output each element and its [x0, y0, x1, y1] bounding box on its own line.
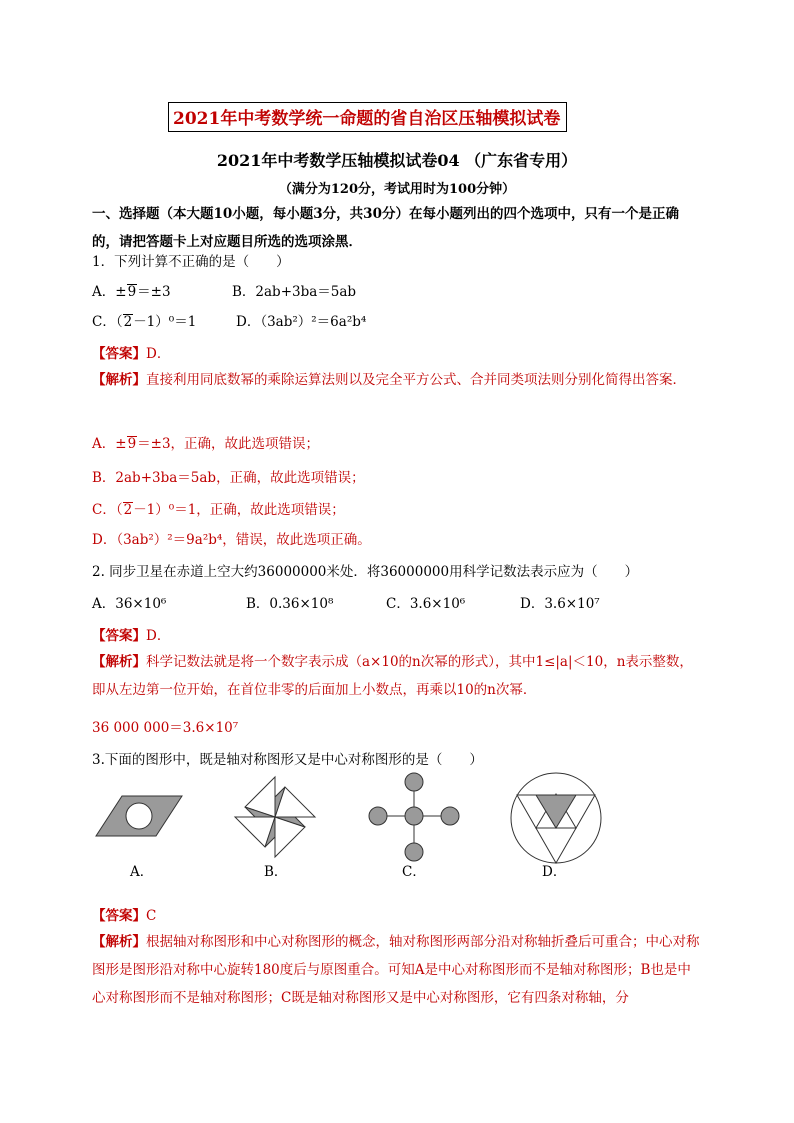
- q3-analysis: 【解析】根据轴对称图形和中心对称图形的概念，轴对称图形两部分沿对称轴折叠后可重合；中心对称图形是图形沿对称中心旋转180度后与原图重合。可知A是中心对称图形而不是轴对称图形；B也是中心对称图形而不是轴对称图形；C既是轴对称图形又是中心对称图形，它有四条对称轴，分: [92, 934, 700, 1006]
- question-1-stem: 1．下列计算不正确的是（ ）: [92, 254, 290, 270]
- figure-a-caption: A．: [130, 864, 154, 880]
- q2-answer: 【答案】D．: [92, 628, 171, 644]
- q2-option-a: A．36×10⁶: [92, 596, 167, 612]
- q2-option-c: C．3.6×10⁶: [386, 596, 466, 612]
- q3-answer: 【答案】C: [92, 908, 157, 924]
- figure-c-caption: C．: [402, 864, 426, 880]
- figure-a-parallelogram: [94, 788, 184, 848]
- q2-analysis: 【解析】科学记数法就是将一个数字表示成（a×10的n次幂的形式），其中1≤|a|＜10，n表示整数，即从左边第一位开始，在首位非零的后面加上小数点，再乘以10的n次幂．: [92, 654, 693, 698]
- figure-b-caption: B．: [264, 864, 288, 880]
- exam-subtitle: （满分为120分，考试用时为100分钟）: [278, 182, 516, 197]
- figure-b-pinwheel: [230, 772, 320, 862]
- q1-explain-a: A．±9＝±3，正确，故此选项错误；: [92, 436, 320, 452]
- figure-c-cross-of-circles: [366, 770, 462, 864]
- q1-option-b: B．2ab+3ba＝5ab: [232, 284, 357, 300]
- question-2-stem: 2. 同步卫星在赤道上空大约36000000米处．将36000000用科学记数法表示应为（ ）: [92, 564, 639, 580]
- page-title: 2021年中考数学压轴模拟试卷04 （广东省专用）: [216, 151, 578, 170]
- q1-option-d: D．（3ab²）²＝6a²b⁴: [236, 314, 367, 330]
- q1-analysis: 【解析】直接利用同底数幂的乘除运算法则以及完全平方公式、合并同类项法则分别化简得出答案．: [92, 372, 686, 388]
- q1-explain-b: B．2ab+3ba＝5ab，正确，故此选项错误；: [92, 470, 365, 486]
- exam-series-banner: 2021年中考数学统一命题的省自治区压轴模拟试卷: [168, 102, 567, 132]
- figure-d-circle-triangles: [506, 768, 606, 868]
- figure-d-caption: D．: [542, 864, 567, 880]
- q2-option-b: B．0.36×10⁸: [246, 596, 334, 612]
- q1-option-c: C．（2－1）⁰＝1: [92, 314, 197, 330]
- q2-option-d: D．3.6×10⁷: [520, 596, 600, 612]
- q1-option-a: A．±9＝±3: [92, 284, 171, 300]
- q1-explain-c: C．（2－1）⁰＝1，正确，故此选项错误；: [92, 502, 345, 518]
- q1-explain-d: D．（3ab²）²＝9a²b⁴，错误，故此选项正确。: [92, 532, 371, 548]
- q2-result: 36 000 000＝3.6×10⁷: [92, 720, 239, 736]
- question-3-stem: 3.下面的图形中，既是轴对称图形又是中心对称图形的是（ ）: [92, 752, 483, 768]
- section-heading: 一、选择题（本大题10小题，每小题3分，共30分）在每小题列出的四个选项中，只有一个是正确的，请把答题卡上对应题目所选的选项涂黑．: [92, 206, 679, 250]
- q1-answer: 【答案】D．: [92, 346, 171, 362]
